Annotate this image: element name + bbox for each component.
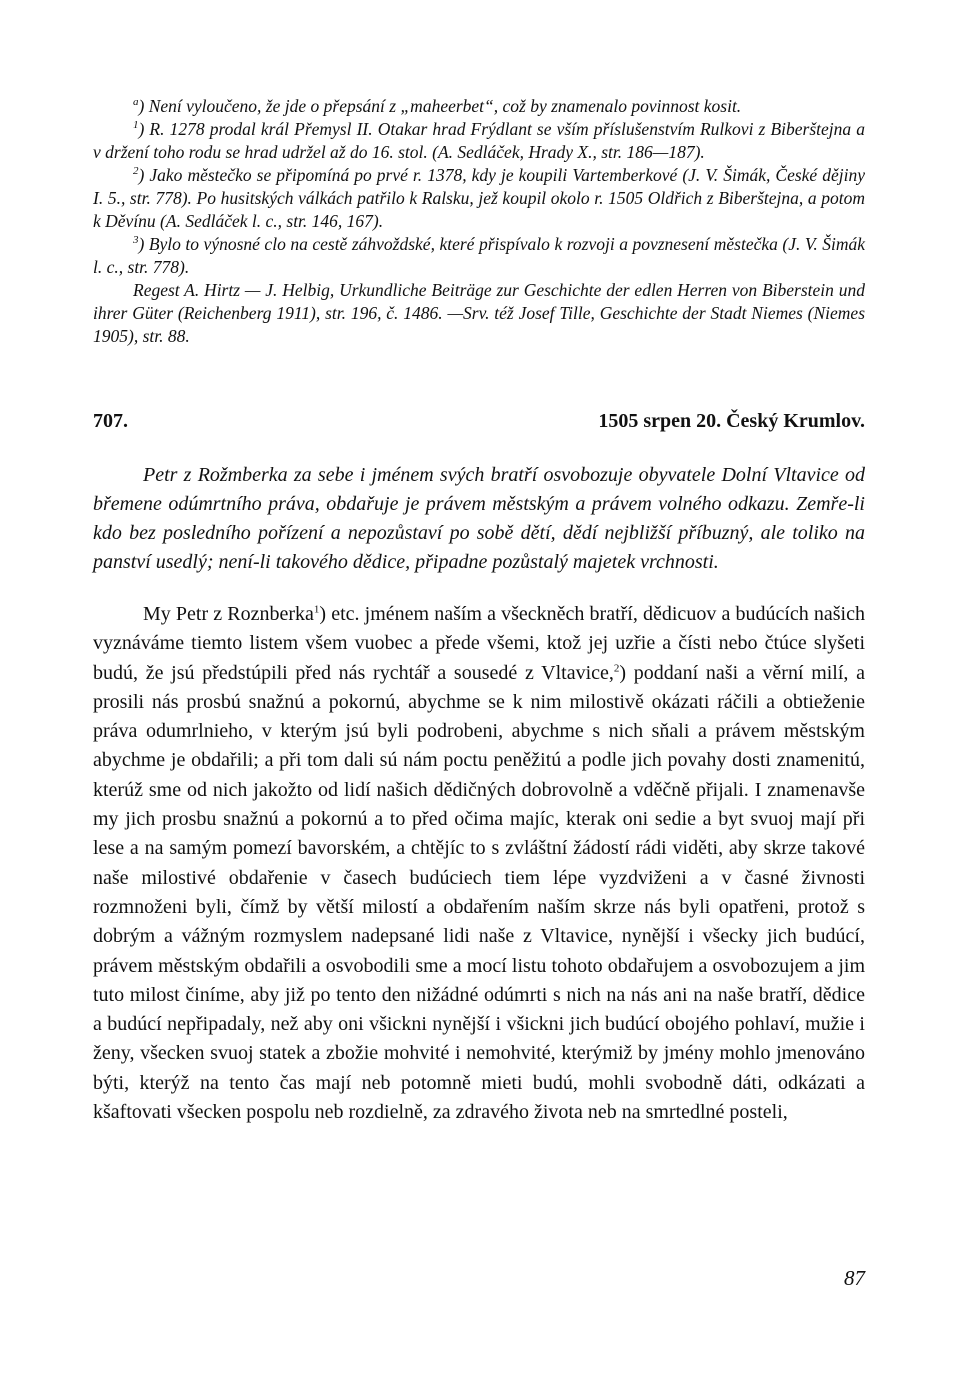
document-header — [93, 409, 865, 433]
footnote-ref: 2 — [613, 661, 620, 674]
footnote-a — [93, 95, 865, 118]
footnote-text: ) Bylo to výnosné clo na cestě záhvoždské, které přispívalo k rozvoji a povznesení městečka (J. V. Šimák l. c., str. 778). — [93, 234, 865, 277]
footnote-marker: 1 — [133, 119, 139, 132]
body-text-part: ) etc. jménem naším a všeckněch bratří, dědicuov a budúcích našich vyznáváme tiemto listem všem vuobec a přede všemi, ktož jej uzřie a čísti nebo čtúce slyšeti budú, že jsú předstúpili před nás rychtář a sousedé z Vltavice, — [93, 603, 865, 684]
footnote-ref: 1 — [313, 603, 320, 616]
page-content — [93, 95, 865, 1127]
document-number: 707. — [93, 410, 128, 432]
document-abstract: Petr z Rožmberka za sebe i jménem svých bratří osvobozuje obyvatele Dolní Vltavice od břemene odúmrtního práva, obdařuje je právem městským a právem volného odkazu. Zemře-li kdo bez posledního pořízení a nepozůstaví po sobě dětí, dědí nejbližší příbuzný, ale toliko na panství usedlý; není-li takového dědice, připadne pozůstalý majetek vrchnosti. — [93, 464, 865, 573]
document-body — [93, 600, 865, 1127]
footnote-3 — [93, 233, 865, 279]
footnote-marker: a — [133, 96, 139, 109]
footnote-1 — [93, 118, 865, 164]
footnote-text: ) R. 1278 prodal král Přemysl II. Otakar hrad Frýdlant se vším příslušenstvím Rulkovi z Biberštejna a v držení toho rodu se hrad udržel až do 16. stol. (A. Sedláček, Hrady X., str. 186—187). — [93, 119, 865, 162]
footnotes-section — [93, 95, 865, 348]
page-number: 87 — [844, 1266, 865, 1290]
body-text-part: My Petr z Roznberka — [143, 603, 314, 625]
regest-note: Regest A. Hirtz — J. Helbig, Urkundliche Beiträge zur Geschichte der edlen Herren von Biberstein und ihrer Güter (Reichenberg 1911), str. 196, č. 1486. —Srv. též Josef Tille, Geschichte der Stadt Niemes (Niemes 1905), str. 88. — [93, 280, 865, 346]
footnote-marker: 2 — [133, 165, 139, 178]
body-text-part: ) poddaní naši a věrní milí, a prosili nás prosbú snažnú a pokornú, abychme se k nim milostivě okázati ráčili a obtieženie práva odumrlnieho, v kterým jsú byli podrobeni, abychme s nich sňali a právem městským abychme je obdařili; a při tom dali sú nám poctu peněžitú a podle jich povahy dosti znamenitú, kterúž sme od nich jakožto od lidí našich dědičných dobrovolně a vděčně přijali. I znamenavše my jich prosbu snažnú a pokornú a to před očima majíc, kterak oni sedie a byt svuoj mají při lese a na samým pomezí bavorském, a chtějíc to s zvláštní žádostí rádi viděti, aby skrze takové naše milostivé obdařenie v časech budúciech tiem lépe vyzdviženi a v časné živnosti rozmnoženi byli, čímž by větší milostí a obdařením naším skrze nás byli opatřeni, protož s dobrým a vážným rozmyslem nadepsané lidi naše z Vltavice, nynější i všecky jich budúcí, právem městským obdařili a osvobodili sme a mocí listu tohoto obdařujem a osvobozujem a jim tuto milost činíme, aby již po tento den nižádné odúmrti s nich na nás ani na naše bratří, dědice a budúcí nepřipadaly, než aby oni všickni nynější i všickni jich budúcí obojého pohlaví, mužie i ženy, všecken svuoj statek a zbožie mohvité i nemohvité, kterýmiž by jmény mohlo jmenováno býti, kterýž na tento čas mají neb potomně mieti budú, mohli svobodně dáti, odkázati a kšaftovati všecken pospolu neb rozdielně, za zdravého života neb na smrtedlné posteli, — [93, 661, 865, 1124]
footnote-marker: 3 — [133, 234, 139, 247]
document-date-place: 1505 srpen 20. Český Krumlov. — [598, 410, 865, 432]
footnote-text: ) Jako městečko se připomíná po prvé r. 1378, kdy je koupili Vartemberkové (J. V. Šimák, České dějiny I. 5., str. 778). Po husitských válkách patřilo k Ralsku, jež koupil okolo r. 1505 Oldřich z Biberštejna, a potom k Děvínu (A. Sedláček l. c., str. 146, 167). — [93, 165, 865, 231]
footnote-2 — [93, 164, 865, 233]
footnote-text: ) Není vyloučeno, že jde o přepsání z „maheerbet“, což by znamenalo povinnost kosit. — [138, 96, 742, 116]
